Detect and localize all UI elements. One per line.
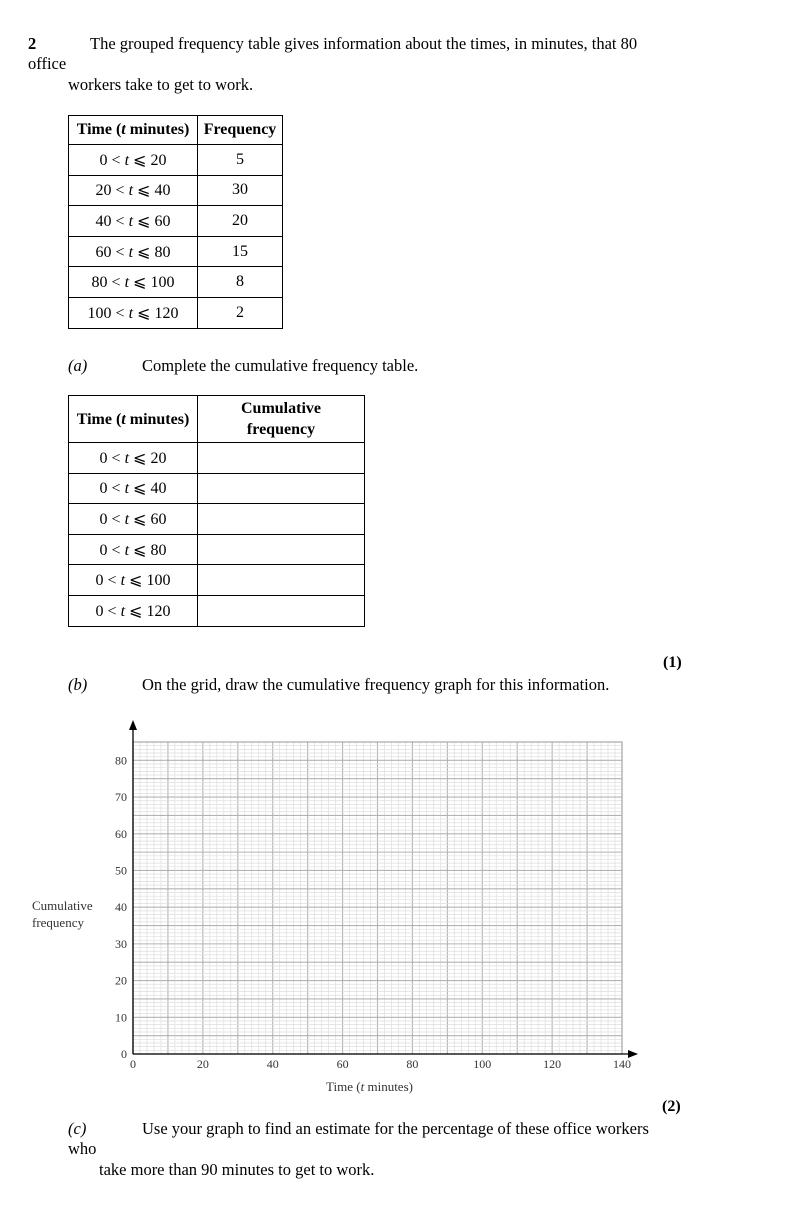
time-interval-cell: 20 < t ⩽ 40 xyxy=(69,175,198,206)
cumulative-frequency-input-cell[interactable] xyxy=(198,504,365,535)
cumulative-frequency-input-cell[interactable] xyxy=(198,565,365,596)
question-intro-wrap: office xyxy=(28,54,67,73)
y-axis-label: frequency xyxy=(32,915,84,930)
part-b-marks: (2) xyxy=(662,1098,681,1115)
frequency-cell: 8 xyxy=(198,267,283,298)
cumulative-frequency-grid[interactable] xyxy=(0,712,800,1102)
time-interval-cell: 0 < t ⩽ 40 xyxy=(69,473,198,504)
table-row xyxy=(69,145,283,176)
y-tick-label: 70 xyxy=(115,790,127,805)
time-interval-cell: 0 < t ⩽ 60 xyxy=(69,504,198,535)
y-tick-label: 20 xyxy=(115,973,127,988)
frequency-cell: 2 xyxy=(198,297,283,328)
x-tick-label: 100 xyxy=(473,1057,492,1071)
frequency-cell: 5 xyxy=(198,145,283,176)
part-b-label: (b) xyxy=(68,675,88,694)
cumulative-frequency-input-cell[interactable] xyxy=(198,534,365,565)
y-tick-label: 40 xyxy=(115,900,127,915)
question-intro-line1: The grouped frequency table gives information about the times, in minutes, that 80 xyxy=(90,34,638,53)
frequency-cell: 20 xyxy=(198,206,283,237)
time-interval-cell: 100 < t ⩽ 120 xyxy=(69,297,198,328)
part-c-label: (c) xyxy=(68,1119,87,1138)
header-cumulative-frequency: Cumulative frequency xyxy=(198,396,365,443)
header-frequency: Frequency xyxy=(198,116,283,145)
part-c-text: Use your graph to find an estimate for the percentage of these office workers xyxy=(142,1119,649,1138)
y-axis-label: Cumulative xyxy=(32,898,93,913)
y-tick-label: 80 xyxy=(115,753,127,768)
part-b-text: On the grid, draw the cumulative frequency graph for this information. xyxy=(142,675,610,694)
time-interval-cell: 40 < t ⩽ 60 xyxy=(69,206,198,237)
cumulative-frequency-input-cell[interactable] xyxy=(198,473,365,504)
table-row xyxy=(69,206,283,237)
part-c-wrap: who xyxy=(68,1139,97,1158)
time-interval-cell: 80 < t ⩽ 100 xyxy=(69,267,198,298)
x-tick-label: 40 xyxy=(266,1057,279,1071)
table-row xyxy=(69,565,365,596)
part-c-line2: take more than 90 minutes to get to work. xyxy=(99,1160,375,1179)
table-row xyxy=(69,297,283,328)
table-row xyxy=(69,267,283,298)
x-tick-label: 140 xyxy=(613,1057,631,1071)
part-a-marks: (1) xyxy=(663,654,682,671)
frequency-table xyxy=(68,115,283,329)
x-tick-label: 80 xyxy=(406,1057,419,1071)
y-tick-label: 0 xyxy=(121,1047,127,1061)
table-row xyxy=(69,473,365,504)
y-tick-label: 10 xyxy=(115,1010,127,1025)
table-row xyxy=(69,534,365,565)
table-row xyxy=(69,504,365,535)
cumulative-frequency-input-cell[interactable] xyxy=(198,443,365,474)
frequency-cell: 30 xyxy=(198,175,283,206)
time-interval-cell: 0 < t ⩽ 100 xyxy=(69,565,198,596)
y-axis-arrow xyxy=(129,720,137,730)
time-interval-cell: 0 < t ⩽ 20 xyxy=(69,443,198,474)
table-row xyxy=(69,175,283,206)
y-tick-label: 50 xyxy=(115,863,127,878)
x-axis-label: Time (t minutes) xyxy=(326,1079,413,1094)
cumulative-frequency-table xyxy=(68,395,365,627)
question-number: 2 xyxy=(28,34,37,53)
table-row xyxy=(69,443,365,474)
x-tick-label: 20 xyxy=(196,1057,209,1071)
cumulative-frequency-input-cell[interactable] xyxy=(198,595,365,626)
header-time: Time (t minutes) xyxy=(69,396,198,443)
time-interval-cell: 0 < t ⩽ 80 xyxy=(69,534,198,565)
time-interval-cell: 60 < t ⩽ 80 xyxy=(69,236,198,267)
table-row xyxy=(69,236,283,267)
part-a-text: Complete the cumulative frequency table. xyxy=(142,356,419,375)
frequency-cell: 15 xyxy=(198,236,283,267)
question-intro-line2: workers take to get to work. xyxy=(68,75,254,94)
x-tick-label: 60 xyxy=(336,1057,349,1071)
header-time: Time (t minutes) xyxy=(69,116,198,145)
part-a-label: (a) xyxy=(68,356,88,375)
time-interval-cell: 0 < t ⩽ 20 xyxy=(69,145,198,176)
y-tick-label: 60 xyxy=(115,826,127,841)
x-tick-label: 0 xyxy=(130,1057,136,1071)
table-row xyxy=(69,595,365,626)
y-tick-label: 30 xyxy=(115,936,127,951)
x-tick-label: 120 xyxy=(543,1057,562,1071)
time-interval-cell: 0 < t ⩽ 120 xyxy=(69,595,198,626)
